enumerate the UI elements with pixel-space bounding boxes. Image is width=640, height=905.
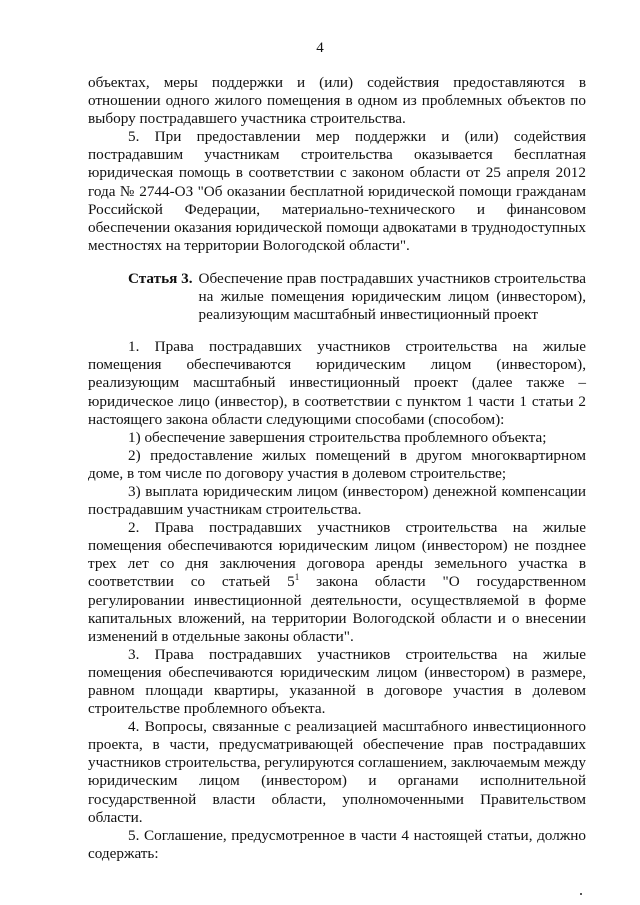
article-heading: [88, 270, 586, 324]
superscript: 1: [294, 572, 300, 583]
paragraph-2-text-end: закона области "О государственном регулировании инвестиционной деятельности, осуществляемой в форме капитальных вложений, на территории Вологодской области и о внесении изменений в отдельные законы области".: [88, 573, 586, 645]
article-title: Обеспечение прав пострадавших участников строительства на жилые помещения юридическим лицом (инвестором), реализующим масштабный инвестиционный проект: [198, 269, 586, 324]
list-item: 3) выплата юридическим лицом (инвестором) денежной компенсации пострадавшим участникам строительства.: [88, 482, 586, 519]
page-number: 4: [316, 40, 324, 56]
paragraph-continuation: объектах, меры поддержки и (или) содействия предоставляются в отношении одного жилого помещения в одном из проблемных объектов по выбору пострадавшего участника строительства.: [88, 74, 586, 128]
list-item: 1) обеспечение завершения строительства проблемного объекта;: [128, 428, 547, 446]
article-paragraph-4: 4. Вопросы, связанные с реализацией масштабного инвестиционного проекта, в части, предусматривающей обеспечение прав пострадавших участников строительства, регулируются соглашением, заключаемым между юридическим лицом (инвестором) и органами исполнительной государственной власти области, уполномоченными Правительством области.: [88, 718, 586, 826]
article-paragraph-1: 1. Права пострадавших участников строительства на жилые помещения обеспечиваются юридическим лицом (инвестором), реализующим масштабный инвестиционный проект (далее также – юридическое лицо (инвестор), в соответствии с пунктом 1 части 1 статьи 2 настоящего закона области следующими способами (способом):: [88, 338, 586, 428]
scan-dot: [580, 893, 582, 895]
document-body: [88, 74, 586, 863]
article-paragraph-5: 5. Соглашение, предусмотренное в части 4 настоящей статьи, должно содержать:: [88, 826, 586, 862]
article-paragraph-3: 3. Права пострадавших участников строительства на жилые помещения обеспечиваются юридическим лицом (инвестором) в размере, равном площади квартиры, указанной в договоре участия в долевом строительстве проблемного объекта.: [88, 645, 586, 718]
list-item: 2) предоставление жилых помещений в другом многоквартирном доме, в том числе по договору участия в долевом строительстве;: [88, 446, 586, 482]
paragraph-2-text: 2. Права пострадавших участников строительства на жилые помещения обеспечиваются юридическим лицом (инвестором) не позднее трех лет со дня заключения договора аренды земельного участка в соответствии со статьей 5: [88, 519, 586, 591]
article-paragraph-2: [88, 519, 586, 646]
paragraph-5: 5. При предоставлении мер поддержки и (или) содействия пострадавшим участникам строительства оказывается бесплатная юридическая помощь в соответствии с законом области от 25 апреля 2012 года № 2744-ОЗ "Об оказании бесплатной юридической помощи гражданам Российской Федерации, материально-технического и финансовом обеспечении оказания юридической помощи адвокатами в труднодоступных местностях на территории Вологодской области".: [88, 128, 586, 254]
article-label: Статья 3.: [128, 269, 193, 287]
